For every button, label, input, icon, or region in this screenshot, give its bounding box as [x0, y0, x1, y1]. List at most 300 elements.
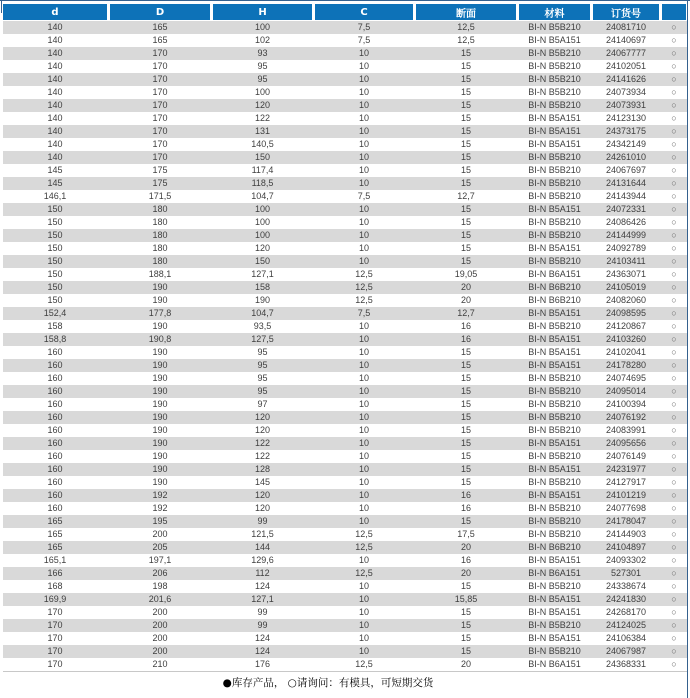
cell-cross-section: 12,5: [457, 22, 475, 32]
table-row: [3, 424, 687, 437]
cell-cross-section: 15: [460, 516, 471, 526]
cell-d: 140: [47, 61, 63, 71]
cell-order-number: 24268170: [605, 607, 647, 617]
cell-C: 12,5: [355, 295, 373, 305]
cell-material: BI-N B5B210: [528, 425, 581, 435]
cell-C: 10: [358, 61, 369, 71]
cell-H: 128: [254, 464, 271, 474]
cell-C: 10: [358, 113, 369, 123]
cell-cross-section: 15: [460, 139, 471, 149]
availability-circle-icon: ○: [671, 360, 677, 370]
availability-circle-icon: ○: [671, 22, 677, 32]
availability-circle-icon: ○: [671, 113, 677, 123]
table-row: [3, 333, 687, 346]
cell-D: 190: [152, 477, 168, 487]
availability-circle-icon: ○: [671, 48, 677, 58]
availability-circle-icon: ○: [671, 347, 677, 357]
cell-H: 99: [257, 620, 268, 630]
cell-H: 124: [254, 633, 271, 643]
table-row: [3, 515, 687, 528]
cell-H: 122: [254, 113, 271, 123]
table-row: [3, 216, 687, 229]
cell-D: 171,5: [148, 191, 172, 201]
cell-d: 160: [47, 412, 63, 422]
cell-C: 12,5: [355, 542, 373, 552]
table-row: [3, 398, 687, 411]
table-row: [3, 450, 687, 463]
availability-circle-icon: ○: [671, 178, 677, 188]
cell-order-number: 24073934: [605, 87, 647, 97]
cell-D: 198: [152, 581, 168, 591]
cell-cross-section: 15: [460, 74, 471, 84]
availability-circle-icon: ○: [671, 191, 677, 201]
frame-top-border: [0, 0, 690, 1]
cell-cross-section: 15: [460, 204, 471, 214]
cell-cross-section: 15: [460, 165, 471, 175]
cell-D: 170: [152, 48, 168, 58]
cell-material: BI-N B5B210: [528, 373, 581, 383]
cell-d: 152,4: [43, 308, 67, 318]
availability-circle-icon: ○: [671, 35, 677, 45]
cell-H: 150: [254, 152, 271, 162]
cell-D: 190: [152, 321, 168, 331]
table-row: [3, 112, 687, 125]
table-row: [3, 606, 687, 619]
availability-circle-icon: ○: [671, 74, 677, 84]
cell-D: 190: [152, 282, 168, 292]
cell-material: BI-N B5A151: [528, 126, 581, 136]
cell-D: 206: [152, 568, 168, 578]
cell-H: 144: [254, 542, 271, 552]
cell-H: 95: [257, 360, 268, 370]
availability-circle-icon: ○: [671, 100, 677, 110]
cell-cross-section: 15: [460, 217, 471, 227]
cell-C: 12,5: [355, 568, 373, 578]
table-rows: [3, 21, 687, 672]
cell-d: 150: [47, 295, 63, 305]
cell-d: 160: [47, 360, 63, 370]
table-row: [3, 60, 687, 73]
cell-d: 150: [47, 256, 63, 266]
cell-cross-section: 20: [460, 659, 471, 669]
cell-cross-section: 15: [460, 464, 471, 474]
cell-d: 150: [47, 269, 63, 279]
cell-material: BI-N B5A151: [528, 308, 581, 318]
cell-material: BI-N B6B210: [528, 542, 581, 552]
cell-D: 192: [152, 490, 168, 500]
cell-D: 170: [152, 113, 168, 123]
cell-material: BI-N B5A151: [528, 334, 581, 344]
cell-H: 120: [254, 100, 271, 110]
cell-order-number: 24098595: [605, 308, 647, 318]
cell-order-number: 527301: [610, 568, 642, 578]
cell-H: 104,7: [251, 191, 274, 201]
cell-cross-section: 15: [460, 113, 471, 123]
cell-cross-section: 15: [460, 425, 471, 435]
table-row: [3, 294, 687, 307]
cell-D: 180: [152, 204, 168, 214]
cell-material: BI-N B5B210: [528, 61, 581, 71]
availability-circle-icon: ○: [671, 568, 677, 578]
table-row: [3, 411, 687, 424]
cell-cross-section: 15: [460, 256, 471, 266]
header-cross-section: 断面: [416, 4, 516, 20]
cell-d: 165: [47, 516, 63, 526]
cell-D: 200: [152, 607, 168, 617]
cell-cross-section: 15: [460, 360, 471, 370]
availability-circle-icon: ○: [671, 594, 677, 604]
cell-H: 120: [254, 503, 271, 513]
cell-order-number: 24074695: [605, 373, 647, 383]
cell-material: BI-N B5B210: [528, 230, 581, 240]
cell-cross-section: 15: [460, 451, 471, 461]
cell-H: 150: [254, 256, 271, 266]
cell-material: BI-N B5B210: [528, 503, 581, 513]
cell-d: 170: [47, 646, 63, 656]
cell-D: 192: [152, 503, 168, 513]
cell-cross-section: 15: [460, 620, 471, 630]
cell-material: BI-N B6B210: [528, 282, 581, 292]
availability-circle-icon: ○: [671, 373, 677, 383]
cell-D: 170: [152, 152, 168, 162]
cell-D: 190: [152, 399, 168, 409]
cell-d: 160: [47, 438, 63, 448]
cell-order-number: 24144999: [605, 230, 647, 240]
cell-D: 180: [152, 243, 168, 253]
cell-D: 170: [152, 139, 168, 149]
cell-order-number: 24095656: [605, 438, 647, 448]
cell-order-number: 24131644: [605, 178, 647, 188]
table-row: [3, 385, 687, 398]
cell-d: 165,1: [43, 555, 67, 565]
cell-material: BI-N B5A151: [528, 555, 581, 565]
table-row: [3, 554, 687, 567]
cell-H: 112: [255, 568, 270, 578]
cell-d: 146,1: [43, 191, 67, 201]
table-row: [3, 190, 687, 203]
availability-circle-icon: ○: [671, 438, 677, 448]
table-row: [3, 242, 687, 255]
cell-order-number: 24141626: [605, 74, 647, 84]
cell-H: 176: [254, 659, 271, 669]
cell-material: BI-N B5B210: [528, 399, 581, 409]
table-row: [3, 255, 687, 268]
cell-material: BI-N B5B210: [528, 581, 581, 591]
cell-C: 10: [358, 477, 369, 487]
cell-D: 188,1: [148, 269, 172, 279]
header-availability: [662, 4, 686, 20]
cell-order-number: 24072331: [605, 204, 647, 214]
cell-D: 190: [152, 360, 168, 370]
cell-cross-section: 15: [460, 100, 471, 110]
cell-D: 165: [152, 35, 168, 45]
availability-circle-icon: ○: [671, 269, 677, 279]
cell-C: 7,5: [357, 35, 371, 45]
cell-cross-section: 15: [460, 633, 471, 643]
cell-C: 10: [358, 386, 369, 396]
cell-material: BI-N B5B210: [528, 100, 581, 110]
availability-circle-icon: ○: [671, 516, 677, 526]
availability-circle-icon: ○: [671, 659, 677, 669]
cell-H: 104,7: [251, 308, 274, 318]
availability-circle-icon: ○: [671, 451, 677, 461]
cell-C: 12,5: [355, 529, 373, 539]
cell-C: 10: [358, 217, 369, 227]
cell-H: 145: [254, 477, 271, 487]
table-row: [3, 34, 687, 47]
cell-C: 10: [358, 334, 369, 344]
cell-H: 131: [254, 126, 271, 136]
table-row: [3, 489, 687, 502]
cell-cross-section: 12,7: [457, 308, 475, 318]
availability-circle-icon: ○: [671, 477, 677, 487]
table-row: [3, 125, 687, 138]
cell-C: 10: [358, 633, 369, 643]
cell-D: 205: [152, 542, 168, 552]
cell-material: BI-N B5B210: [528, 646, 581, 656]
cell-d: 160: [47, 503, 63, 513]
cell-cross-section: 20: [460, 282, 471, 292]
cell-material: BI-N B5B210: [528, 386, 581, 396]
table-row: [3, 645, 687, 658]
cell-D: 175: [152, 178, 168, 188]
cell-order-number: 24103411: [606, 256, 646, 266]
cell-D: 200: [152, 620, 168, 630]
cell-material: BI-N B5A151: [528, 490, 581, 500]
cell-C: 10: [358, 399, 369, 409]
table-row: [3, 580, 687, 593]
cell-d: 140: [47, 48, 63, 58]
cell-C: 10: [358, 360, 369, 370]
availability-circle-icon: ○: [671, 256, 677, 266]
cell-H: 97: [257, 399, 268, 409]
cell-C: 10: [358, 139, 369, 149]
cell-d: 158: [47, 321, 63, 331]
cell-d: 160: [47, 425, 63, 435]
cell-D: 170: [152, 126, 168, 136]
availability-circle-icon: ○: [671, 607, 677, 617]
table-row: [3, 619, 687, 632]
cell-C: 10: [358, 243, 369, 253]
table-row: [3, 307, 687, 320]
cell-order-number: 24073931: [605, 100, 647, 110]
cell-order-number: 24106384: [605, 633, 647, 643]
cell-material: BI-N B5B210: [528, 412, 581, 422]
cell-order-number: 24140697: [605, 35, 647, 45]
availability-circle-icon: ○: [671, 165, 677, 175]
cell-order-number: 24178047: [605, 516, 647, 526]
availability-circle-icon: ○: [671, 152, 677, 162]
table-row: [3, 203, 687, 216]
cell-H: 158: [254, 282, 271, 292]
table-row: [3, 320, 687, 333]
cell-order-number: 24067987: [605, 646, 647, 656]
cell-d: 145: [47, 165, 63, 175]
cell-H: 95: [257, 61, 268, 71]
cell-H: 121,5: [251, 529, 274, 539]
cell-material: BI-N B5B210: [528, 178, 581, 188]
cell-D: 190: [152, 386, 168, 396]
cell-C: 10: [358, 100, 369, 110]
cell-C: 10: [358, 347, 369, 357]
cell-D: 190: [152, 425, 168, 435]
cell-order-number: 24067697: [605, 165, 647, 175]
cell-order-number: 24143944: [605, 191, 647, 201]
cell-order-number: 24100394: [605, 399, 647, 409]
availability-circle-icon: ○: [671, 542, 677, 552]
cell-cross-section: 15: [460, 386, 471, 396]
cell-cross-section: 15: [460, 399, 471, 409]
availability-circle-icon: ○: [671, 620, 677, 630]
cell-cross-section: 16: [460, 321, 471, 331]
cell-material: BI-N B5B210: [528, 48, 581, 58]
cell-order-number: 24102041: [605, 347, 647, 357]
cell-order-number: 24231977: [605, 464, 647, 474]
cell-cross-section: 15: [460, 48, 471, 58]
cell-d: 160: [47, 464, 63, 474]
cell-C: 7,5: [357, 308, 371, 318]
cell-order-number: 24342149: [605, 139, 647, 149]
table-row: [3, 463, 687, 476]
cell-H: 124: [254, 646, 271, 656]
cell-C: 10: [358, 555, 369, 565]
cell-H: 95: [257, 347, 268, 357]
cell-d: 140: [47, 126, 63, 136]
frame-left-stub: [1, 0, 2, 13]
cell-D: 200: [152, 646, 168, 656]
cell-d: 168: [47, 581, 63, 591]
cell-C: 10: [358, 646, 369, 656]
cell-order-number: 24082060: [605, 295, 647, 305]
cell-d: 150: [47, 282, 63, 292]
cell-D: 170: [152, 100, 168, 110]
cell-material: BI-N B5B210: [528, 165, 581, 175]
cell-C: 10: [358, 581, 369, 591]
cell-H: 120: [254, 412, 271, 422]
availability-circle-icon: ○: [671, 581, 677, 591]
cell-H: 120: [254, 490, 271, 500]
cell-d: 150: [47, 204, 63, 214]
cell-H: 120: [254, 425, 271, 435]
cell-material: BI-N B5A151: [528, 633, 581, 643]
cell-H: 93: [257, 48, 268, 58]
cell-cross-section: 20: [460, 542, 471, 552]
table-row: [3, 177, 687, 190]
cell-d: 170: [47, 607, 63, 617]
cell-D: 190: [152, 412, 168, 422]
header-d: d: [3, 4, 107, 20]
cell-cross-section: 15: [460, 126, 471, 136]
cell-C: 10: [358, 87, 369, 97]
cell-C: 10: [358, 178, 369, 188]
table-row: [3, 268, 687, 281]
cell-cross-section: 17,5: [457, 529, 475, 539]
cell-D: 200: [152, 529, 168, 539]
cell-D: 190: [152, 451, 168, 461]
availability-circle-icon: ○: [671, 230, 677, 240]
availability-legend: ●库存产品， ○请询问：有模具，可短期交货: [222, 677, 434, 689]
cell-C: 10: [358, 490, 369, 500]
cell-C: 10: [358, 165, 369, 175]
cell-d: 140: [47, 100, 63, 110]
availability-circle-icon: ○: [671, 425, 677, 435]
cell-H: 100: [254, 87, 271, 97]
cell-D: 195: [152, 516, 168, 526]
cell-d: 160: [47, 399, 63, 409]
cell-H: 118,5: [251, 178, 274, 188]
cell-d: 160: [47, 373, 63, 383]
cell-cross-section: 15: [460, 607, 471, 617]
cell-cross-section: 15: [460, 230, 471, 240]
cell-H: 100: [254, 217, 271, 227]
cell-cross-section: 16: [460, 490, 471, 500]
cell-d: 170: [47, 620, 63, 630]
availability-circle-icon: ○: [671, 464, 677, 474]
cell-order-number: 24104897: [605, 542, 647, 552]
cell-order-number: 24103260: [605, 334, 647, 344]
cell-order-number: 24076149: [605, 451, 647, 461]
availability-circle-icon: ○: [671, 646, 677, 656]
table-row: [3, 658, 687, 671]
cell-order-number: 24093302: [605, 555, 647, 565]
cell-H: 102: [254, 35, 271, 45]
availability-circle-icon: ○: [671, 295, 677, 305]
cell-D: 210: [152, 659, 168, 669]
cell-material: BI-N B5A151: [528, 243, 581, 253]
cell-order-number: 24261010: [605, 152, 647, 162]
cell-material: BI-N B5A151: [528, 438, 581, 448]
cell-D: 201,6: [148, 594, 172, 604]
table-row: [3, 476, 687, 489]
cell-D: 177,8: [148, 308, 172, 318]
cell-order-number: 24368331: [605, 659, 647, 669]
cell-C: 10: [358, 373, 369, 383]
cell-D: 190: [152, 464, 168, 474]
cell-H: 95: [257, 373, 268, 383]
cell-material: BI-N B6A151: [528, 659, 581, 669]
table-row: [3, 47, 687, 60]
cell-D: 180: [152, 256, 168, 266]
table-row: [3, 138, 687, 151]
cell-cross-section: 12,7: [457, 191, 475, 201]
header-material: 材料: [519, 4, 590, 20]
frame-right-border: [687, 0, 688, 698]
cell-cross-section: 15: [460, 243, 471, 253]
table-row: [3, 593, 687, 606]
cell-cross-section: 20: [460, 568, 471, 578]
table-row: [3, 281, 687, 294]
availability-circle-icon: ○: [671, 243, 677, 253]
cell-order-number: 24338674: [605, 581, 647, 591]
product-table: [3, 4, 687, 672]
cell-D: 190: [152, 347, 168, 357]
cell-H: 190: [254, 295, 271, 305]
cell-H: 122: [254, 438, 271, 448]
cell-C: 10: [358, 607, 369, 617]
availability-circle-icon: ○: [671, 633, 677, 643]
cell-order-number: 24083991: [605, 425, 647, 435]
cell-C: 10: [358, 425, 369, 435]
cell-material: BI-N B5B210: [528, 321, 581, 331]
cell-C: 12,5: [355, 269, 373, 279]
cell-C: 10: [358, 464, 369, 474]
availability-circle-icon: ○: [671, 555, 677, 565]
cell-order-number: 24081710: [605, 22, 647, 32]
cell-material: BI-N B5B210: [528, 477, 581, 487]
table-row: [3, 346, 687, 359]
cell-d: 140: [47, 113, 63, 123]
table-row: [3, 372, 687, 385]
